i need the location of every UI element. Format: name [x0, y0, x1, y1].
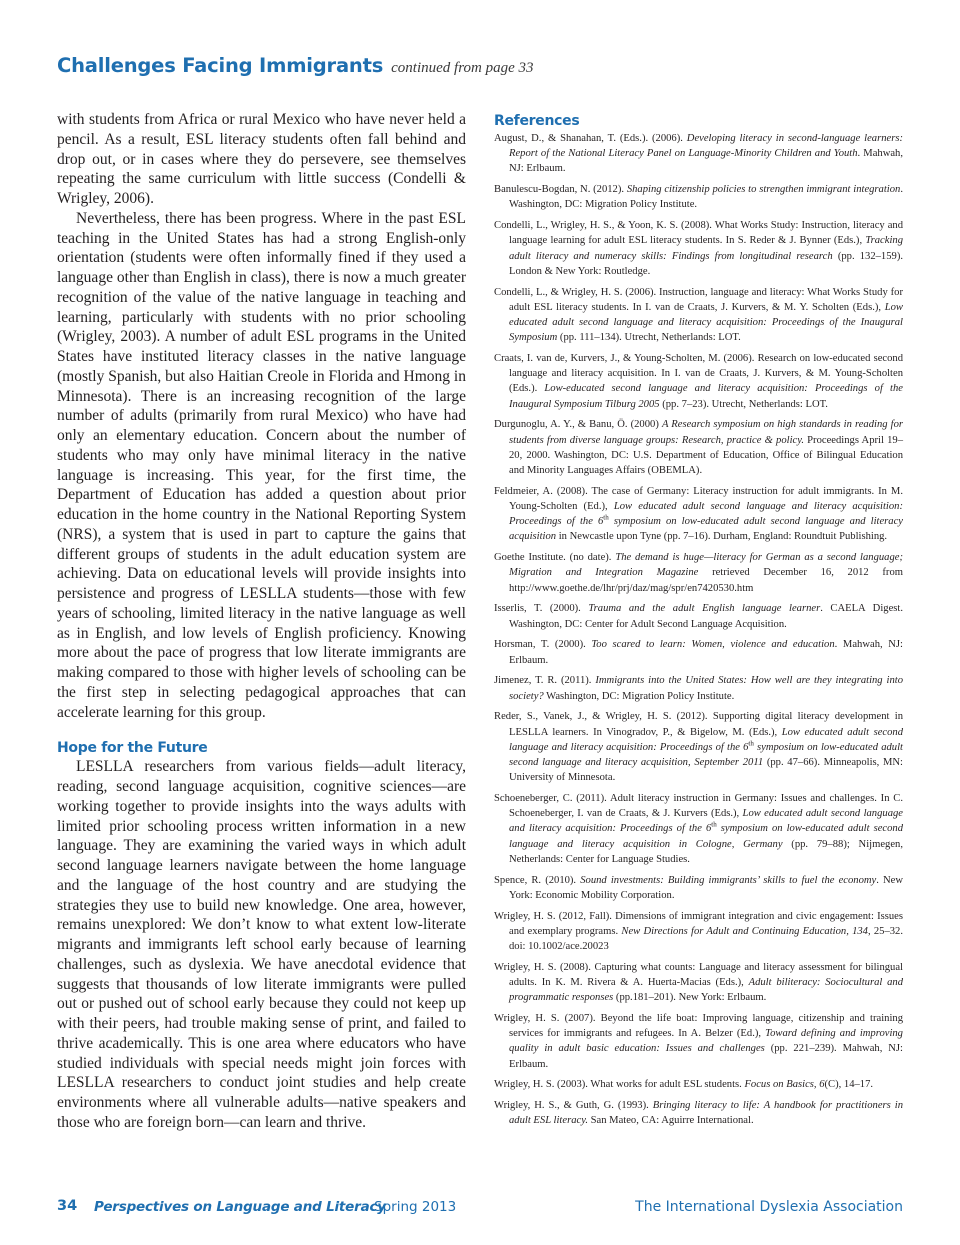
reference-source: (pp. 221–239). Mahwah, NJ: Erlbaum. — [509, 1043, 903, 1070]
reference-entry — [494, 673, 903, 703]
reference-entry — [494, 484, 903, 545]
section-heading: Hope for the Future — [57, 740, 208, 757]
organization-name: The International Dyslexia Association — [635, 1199, 903, 1215]
reference-source: (pp. 47–66). Minneapolis, MN: University of Minnesota. — [509, 757, 903, 784]
reference-source: , 25–32. doi: 10.1002/ace.20023 — [509, 925, 903, 953]
article-title: Challenges Facing Immigrants — [57, 54, 384, 77]
reference-entry — [494, 709, 903, 785]
reference-authors: Wrigley, H. S. (2003). What works for adult ESL students. — [494, 1079, 745, 1091]
reference-source: Washington, DC: Migration Policy Institute. — [543, 690, 735, 702]
reference-entry — [494, 909, 903, 955]
reference-superscript: th — [748, 739, 754, 748]
reference-title: The demand is huge—literacy for German as a second language; Migration and Integration Magazine — [509, 552, 904, 579]
reference-title: Shaping citizenship policies to strengthen immigrant integration — [626, 184, 901, 196]
journal-name: Perspectives on Language and Literacy — [94, 1199, 386, 1215]
reference-title: Sound investments: Building immigrants’ skills to fuel the economy — [580, 874, 877, 886]
reference-source: (pp.181–201). New York: Erlbaum. — [613, 992, 767, 1004]
reference-authors: Isserlis, T. (2000). — [494, 603, 589, 615]
reference-authors: Wrigley, H. S. (2007). Beyond the life boat: Improving language, citizenship and training services for immigrants and refugees. In A. Belzer (Ed.), — [494, 1013, 903, 1040]
reference-entry — [494, 285, 903, 346]
reference-source: (pp. 7–23). Utrecht, Netherlands: LOT. — [659, 398, 828, 410]
reference-entry — [494, 131, 903, 177]
reference-authors: Feldmeier, A. (2008). The case of Germany: Literacy instruction for adult immigrants. In M. Young-Scholten (Ed.), — [494, 485, 903, 513]
reference-entry — [494, 791, 903, 867]
reference-source: (pp. 111–134). Utrecht, Netherlands: LOT. — [557, 332, 741, 344]
reference-authors: Craats, I. van de, Kurvers, J., & Young-Scholten, M. (2006). Research on low-educated second language and literacy acquisition. In I. van de Craats, J. Kurvers, & M. Young-Scholten (Eds.). — [494, 353, 903, 395]
reference-entry — [494, 550, 903, 596]
reference-authors: Goethe Institute. (no date). — [494, 552, 616, 564]
reference-source: . Washington, DC: Migration Policy Institute. — [509, 184, 903, 211]
reference-source: . Mahwah, NJ: Erlbaum. — [509, 639, 903, 666]
reference-authors: Wrigley, H. S. (2012, Fall). Dimensions of immigrant integration and civic engagement: Issues and exemplary programs. — [494, 910, 903, 937]
reference-entry — [494, 873, 903, 903]
reference-source: San Mateo, CA: Aguirre International. — [587, 1115, 754, 1127]
reference-authors: Condelli, L., Wrigley, H. S., & Yoon, K. S. (2008). What Works Study: Instruction, literacy and language learning for adult ESL literacy students. In S. Reder & J. Bynner (Eds.), — [494, 220, 903, 247]
reference-title: Low educated adult second language and literacy acquisition: Proceedings of the Inaugural Symposium — [509, 301, 903, 344]
page-footer — [57, 1198, 903, 1220]
reference-authors: Spence, R. (2010). — [494, 874, 581, 886]
reference-source: in Newcastle upon Tyne (pp. 7–16). Durham, England: Roundtuit Publishing. — [556, 531, 888, 543]
continued-note: continued from page 33 — [391, 60, 534, 76]
reference-title: Tracking adult literacy and numeracy skills: Findings from longitudinal research — [509, 235, 903, 262]
reference-source: Proceedings April 19–20, 2000. Washington, DC: U.S. Department of Education, Office of Bilingual Education and Minority Languages Affairs (OBEMLA). — [509, 434, 903, 477]
reference-title-cont: symposium on low-educated adult second language and literacy acquisition in Cologne, Germany — [509, 823, 903, 850]
reference-authors: August, D., & Shanahan, T. (Eds.). (2006). — [494, 133, 687, 144]
reference-authors: Wrigley, H. S. (2008). Capturing what counts: Language and literacy assessment for bilingual adults. In K. M. Rivera & A. Huerta-Macias (Eds.), — [494, 961, 903, 989]
reference-title: Bringing literacy to life: A handbook for practitioners in adult ESL literacy. — [509, 1100, 903, 1127]
reference-source: retrieved December 16, 2012 from http://www.goethe.de/lhr/prj/daz/mag/spr/en7420530.htm — [509, 567, 904, 594]
reference-title: Low educated adult second language and literacy acquisition: Proceedings of the 6 — [509, 726, 903, 753]
reference-title: A Research symposium on high standards in reading for students from diverse language groups: Research, practice & policy. — [509, 419, 903, 446]
references-list — [494, 131, 903, 1129]
page-header — [57, 54, 917, 77]
page-number: 34 — [57, 1198, 78, 1214]
reference-source: . New York: Economic Mobility Corporation. — [509, 874, 903, 901]
reference-entry — [494, 218, 903, 279]
reference-entry — [494, 637, 903, 667]
reference-title: New Directions for Adult and Continuing Education, 134 — [621, 925, 868, 937]
reference-entry — [494, 351, 903, 412]
reference-authors: Condelli, L., & Wrigley, H. S. (2006). Instruction, language and literacy: What Works Study for adult ESL literacy students. In I. van de Craats, J. Kurvers, & M. Y. Scholten (Eds.), — [494, 286, 903, 313]
reference-title-cont: symposium on low-educated adult second language and literacy acquisition, September 2011 — [509, 741, 903, 769]
body-paragraph-3: LESLLA researchers from various fields—adult literacy, reading, second language acquisition, cognitive sciences—are working together to provide insights into the ways adults with limited prior schooling process written information in a new language. They are examining the varied ways in which adult second language learners navigate between the home language and the language of the host country and are studying the strategies they use to build new knowledge. One area, however, remains unexplored: We don’t know to what extent low-literate migrants and immigrants left school early because of learning challenges, such as dyslexia. We have anecdotal evidence that suggests that thousands of low literate immigrants were pulled out or pushed out of school early because they could not keep up with their peers, had trouble making sense of print, and failed to thrive academically. This is one area where educators who have studied individuals with special needs might join forces with LESLLA researchers to conduct joint studies and help create environments where all vulnerable adults—native speakers and those who are foreign born—can learn and thrive. — [57, 758, 466, 1131]
reference-source: (pp. 132–159). London & New York: Routledge. — [509, 250, 903, 277]
reference-title: Focus on Basics, 6 — [744, 1079, 825, 1091]
reference-entry — [494, 1011, 903, 1072]
reference-entry — [494, 182, 903, 212]
reference-title: Trauma and the adult English language learner — [588, 603, 821, 615]
reference-title: Adult biliteracy: Sociocultural and programmatic responses — [509, 977, 903, 1004]
body-paragraph-2: Nevertheless, there has been progress. Where in the past ESL teaching in the United States has had a strong English-only orientation (students were often informally fined if they used a language other than English in class), there is now a much greater recognition of the value of the native language in teaching and learning, particularly with students with no prior schooling (Wrigley, 2003). A number of adult ESL programs in the United States have instituted literacy classes in the native language (mostly Spanish, but also Haitian Creole in Florida and Hmong in Minnesota). There is an increasing recognition of the large number of adults (primarily from rural Mexico) who have had only an elementary education. Concern about the number of students who may only have minimal literacy in the native language is increasing. This year, for the first time, the Department of Education has added a question about prior education in the home country in the National Reporting System (NRS), a system that is used in part to capture the gains that different groups of students in the adult education system are achieving. Data on educational levels will provide insights into persistence and progress of LESLLA students—those with few years of schooling, limited literacy in the native language as well as in English, and low levels of English proficiency. Knowing more about the pace of progress that low literate immigrants are making compared to those with higher levels of schooling can be the first step in selecting pedagogical approaches that can accelerate learning for this group. — [57, 209, 466, 721]
reference-authors: Horsman, T. (2000). — [494, 639, 592, 651]
body-column — [57, 110, 466, 1133]
reference-entry — [494, 1077, 903, 1092]
reference-title: Low-educated second language and literacy acquisition: Proceedings of the Inaugural Symposium Tilburg 2005 — [509, 383, 903, 410]
reference-entry — [494, 417, 903, 478]
reference-authors: Jimenez, T. R. (2011). — [494, 675, 596, 687]
body-paragraph-1: with students from Africa or rural Mexico who have never held a pencil. As a result, ESL literacy students often fall behind and drop out, or in cases where they do persevere, see themselves repeating the same curriculum with little success (Condelli & Wrigley, 2006). — [57, 111, 466, 207]
reference-authors: Banulescu-Bogdan, N. (2012). — [494, 184, 627, 196]
reference-title: Developing literacy in second-language learners: Report of the National Literacy Panel on Language-Minority Children and Youth — [509, 133, 903, 160]
reference-title: Too scared to learn: Women, violence and education — [591, 639, 835, 651]
reference-authors: Wrigley, H. S., & Guth, G. (1993). — [494, 1100, 653, 1112]
reference-title: Immigrants into the United States: How well are they integrating into society? — [509, 675, 903, 702]
reference-superscript: th — [711, 820, 717, 829]
reference-superscript: th — [603, 513, 609, 522]
reference-source: (pp. 79–88); Nijmegen, Netherlands: Center for Language Studies. — [509, 838, 903, 865]
reference-entry — [494, 960, 903, 1006]
issue-season: Spring 2013 — [374, 1199, 457, 1215]
reference-authors: Durgunoglu, A. Y., & Banu, Ö. (2000) — [494, 419, 662, 431]
reference-title: Low educated adult second language and literacy acquisition: Proceedings of the 6 — [509, 808, 903, 835]
reference-source: (C), 14–17. — [824, 1079, 874, 1091]
reference-source: . CAELA Digest. Washington, DC: Center for Adult Second Language Acquisition. — [509, 603, 903, 630]
references-heading: References — [494, 113, 580, 129]
reference-authors: Reder, S., Vanek, J., & Wrigley, H. S. (2012). Supporting digital literacy development in LESLLA learners. In Vinogradov, P., & Bigelow, M. (Eds.), — [494, 711, 903, 738]
reference-entry — [494, 1098, 903, 1128]
reference-authors: Schoeneberger, C. (2011). Adult literacy instruction in Germany: Issues and challenges. In C. Schoeneberger, I. van de Craats, & J. Kurvers (Eds.), — [494, 793, 903, 820]
reference-title: Toward defining and improving quality in adult basic education: Issues and challenges — [509, 1028, 903, 1055]
reference-title: Low educated adult second language and literacy acquisition: Proceedings of the 6 — [509, 501, 903, 528]
references-column — [494, 113, 903, 1134]
reference-entry — [494, 601, 903, 631]
reference-source: . Mahwah, NJ: Erlbaum. — [509, 148, 903, 175]
reference-title-cont: symposium on low-educated adult second language and literacy acquisition — [509, 516, 903, 543]
